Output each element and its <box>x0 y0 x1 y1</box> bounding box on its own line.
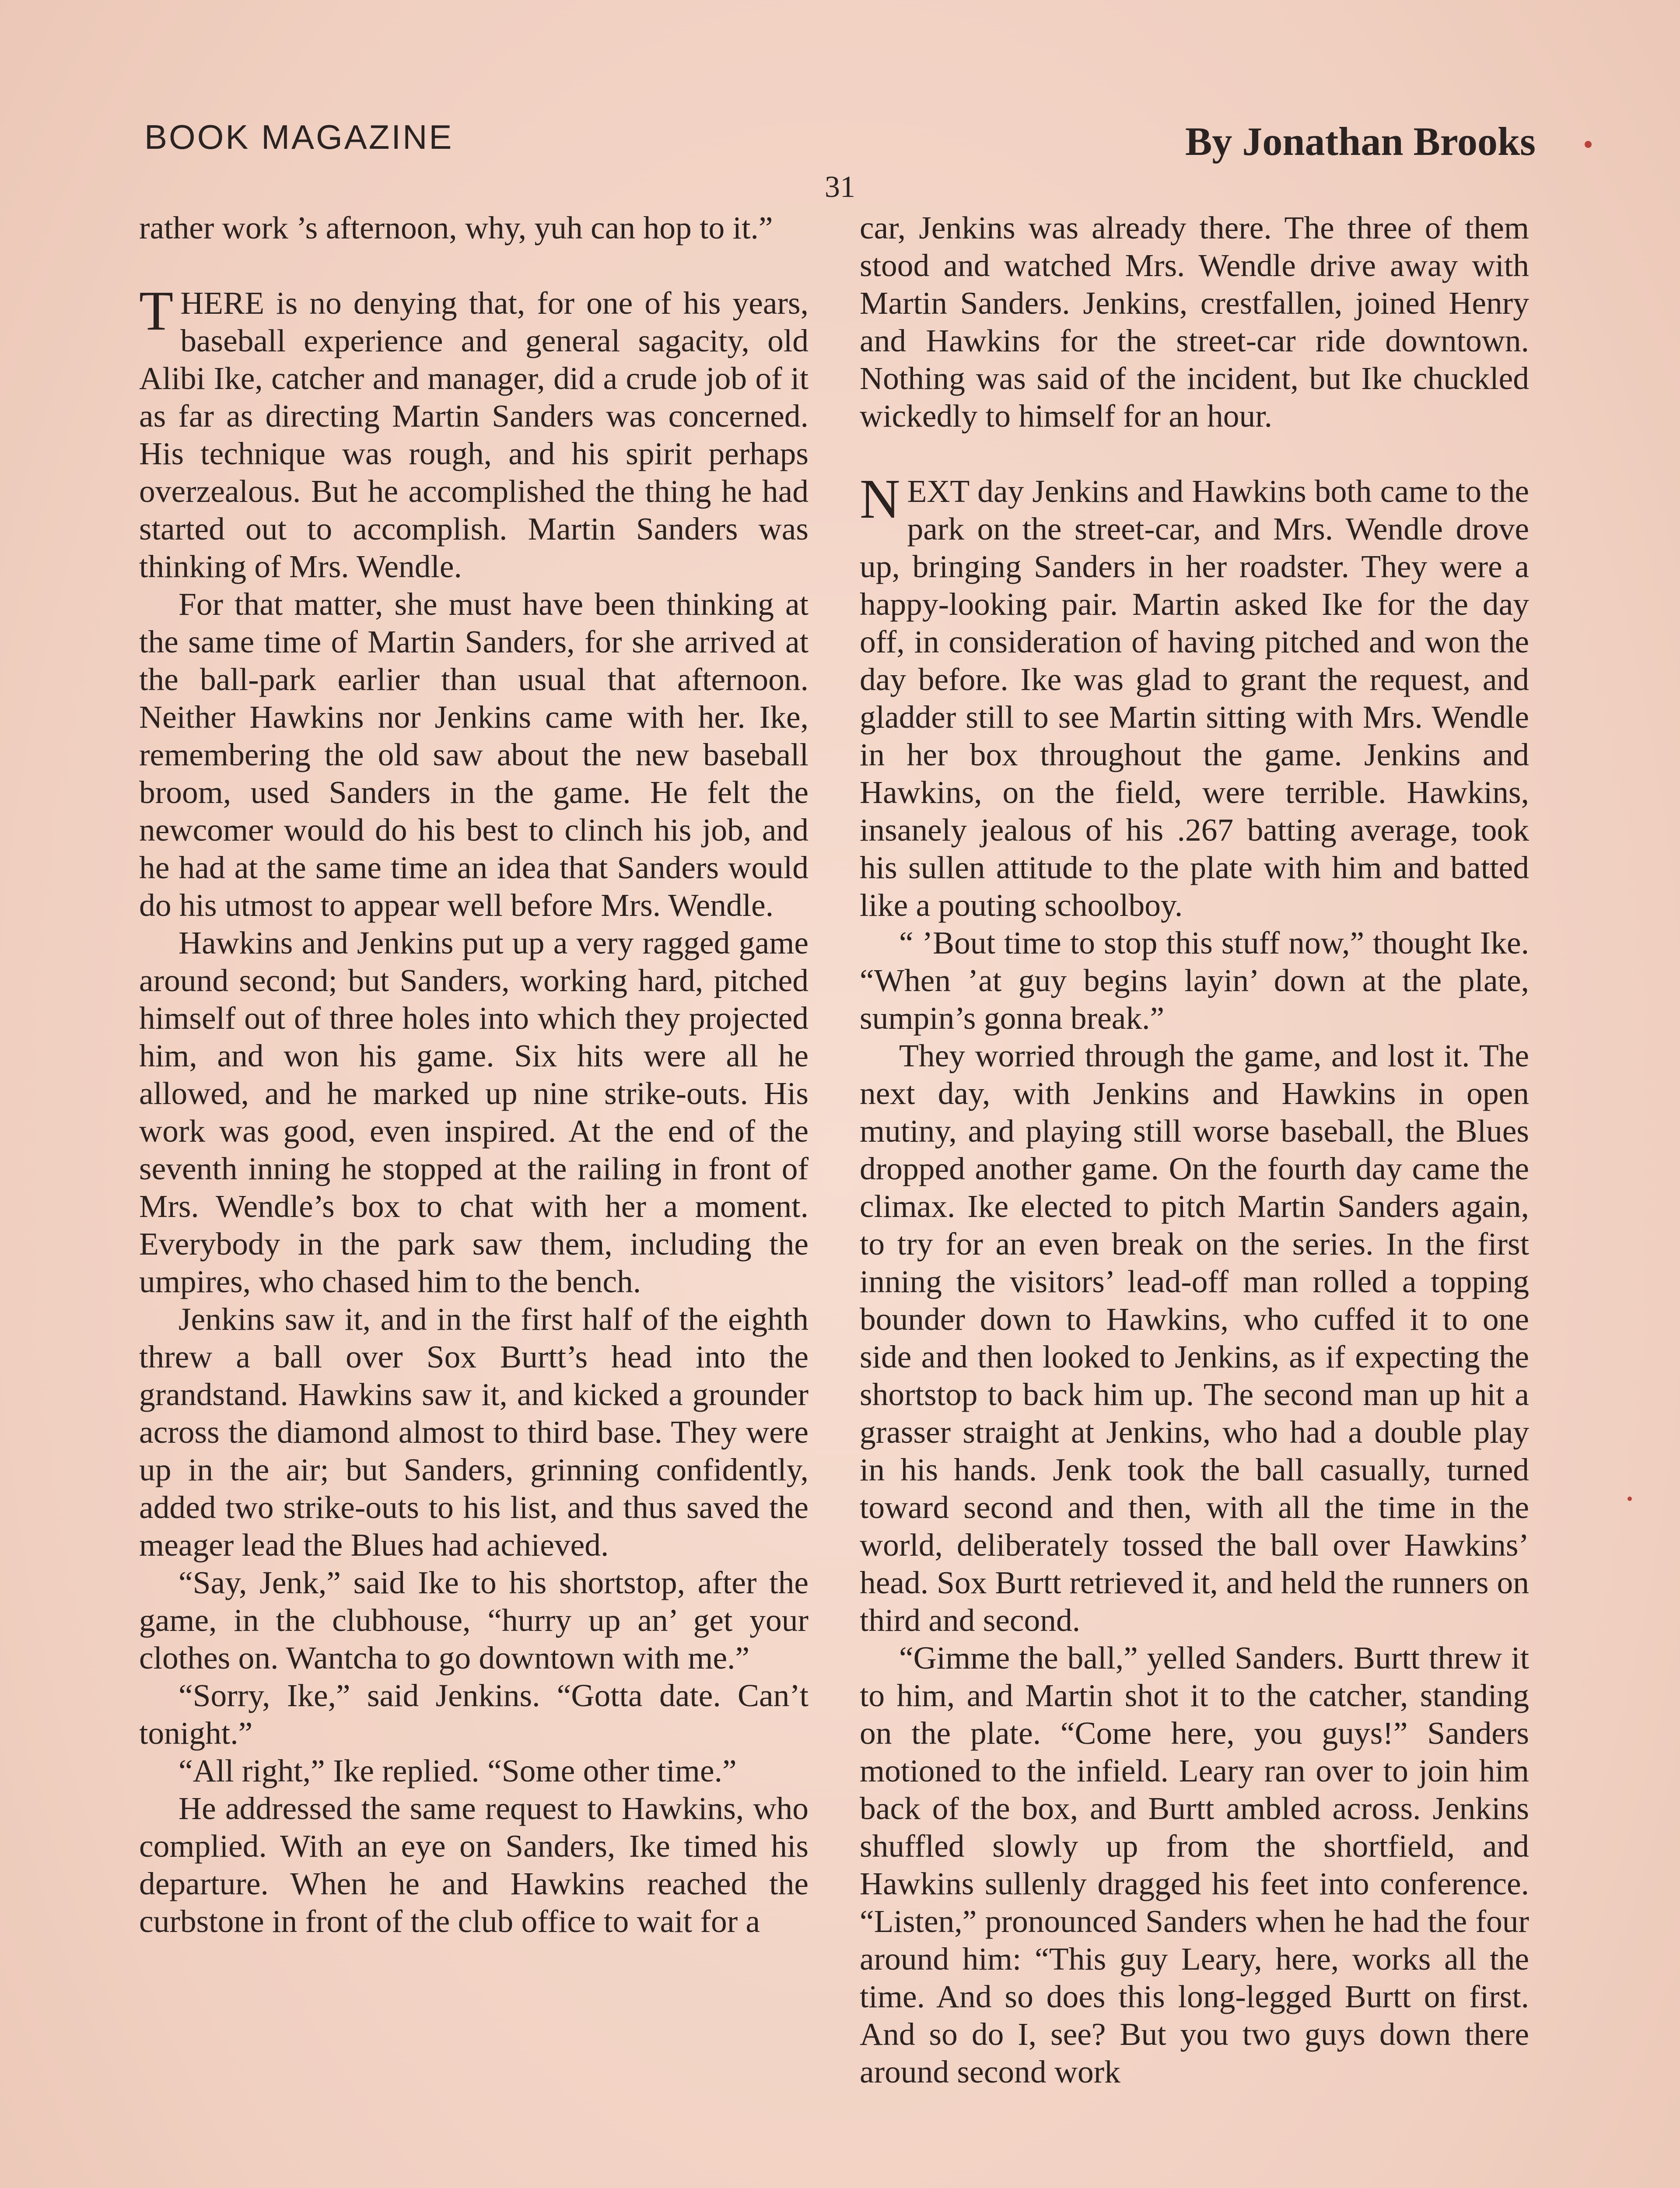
paragraph: car, Jenkins was already there. The three of them stood and watched Mrs. Wendle drive away with Martin Sanders. Jenkins, crestfallen, joined Henry and Hawkins for the street-car ride downtown. Nothing was said of the incident, but Ike chuckled wickedly to himself for an hour. <box>860 210 1529 434</box>
paragraph: He addressed the same request to Hawkins, who complied. With an eye on Sanders, Ike timed his departure. When he and Hawkins reached the curbstone in front of the club office to wait for a <box>139 1791 808 1939</box>
paragraph: For that matter, she must have been thinking at the same time of Martin Sanders, for she arrived at the ball-park earlier than usual that afternoon. Neither Hawkins nor Jenkins came with her. Ike, remembering the old saw about the new baseball broom, used Sanders in the game. He felt the newcomer would do his best to clinch his job, and he had at the same time an idea that Sanders would do his utmost to appear well before Mrs. Wendle. <box>139 586 808 923</box>
paragraph-text: HERE is no denying that, for one of his years, baseball experience and general sagacity, old Alibi Ike, catcher and manager, did a crude job of it as far as directing Martin Sanders was concerned. His technique was rough, and his spirit perhaps overzealous. But he accomplished the thing he had started out to accomplish. Martin Sanders was thinking of Mrs. Wendle. <box>139 285 808 584</box>
paragraph: Hawkins and Jenkins put up a very ragged game around second; but Sanders, working hard, pitched himself out of three holes into which they projected him, and won his game. Six hits were all he allowed, and he marked up nine strike-outs. His work was good, even inspired. At the end of the seventh inning he stopped at the railing in front of Mrs. Wendle’s box to chat with her a moment. Everybody in the park saw them, including the umpires, who chased him to the bench. <box>139 925 808 1299</box>
paragraph-text: EXT day Jenkins and Hawkins both came to the park on the street-car, and Mrs. Wendle drove up, bringing Sanders in her roadster. They were a happy-looking pair. Martin asked Ike for the day off, in consideration of having pitched and won the day before. Ike was glad to grant the request, and gladder still to see Martin sitting with Mrs. Wendle in her box throughout the game. Jenkins and Hawkins, on the field, were terrible. Hawkins, insanely jealous of his .267 batting average, took his sullen attitude to the plate with him and batted like a pouting schoolboy. <box>860 473 1529 923</box>
paper-speck <box>1585 141 1592 148</box>
right-column <box>860 209 1529 2091</box>
page-number: 31 <box>825 170 855 204</box>
drop-cap: N <box>860 468 900 530</box>
paragraph: “All right,” Ike replied. “Some other time.” <box>178 1753 737 1788</box>
paragraph: Jenkins saw it, and in the first half of the eighth threw a ball over Sox Burtt’s head into the grandstand. Hawkins saw it, and kicked a grounder across the diamond almost to third base. They were up in the air; but Sanders, grinning confidently, added two strike-outs to his list, and thus saved the meager lead the Blues had achieved. <box>139 1301 808 1563</box>
paragraph: “Say, Jenk,” said Ike to his shortstop, after the game, in the clubhouse, “hurry up an’ get your clothes on. Wantcha to go downtown with me.” <box>139 1565 808 1676</box>
paragraph: “ ’Bout time to stop this stuff now,” thought Ike. “When ’at guy begins layin’ down at the plate, sumpin’s gonna break.” <box>860 925 1529 1036</box>
paragraph-dropcap <box>860 468 1529 924</box>
paragraph-dropcap <box>139 280 808 586</box>
left-column <box>139 209 808 1940</box>
drop-cap: T <box>139 280 174 342</box>
paragraph: “Sorry, Ike,” said Jenkins. “Gotta date. Can’t tonight.” <box>139 1678 808 1751</box>
magazine-title: BOOK MAGAZINE <box>144 118 454 156</box>
author-byline: By Jonathan Brooks <box>1185 119 1536 164</box>
paragraph: “Gimme the ball,” yelled Sanders. Burtt threw it to him, and Martin shot it to the catcher, standing on the plate. “Come here, you guys!” Sanders motioned to the infield. Leary ran over to join him back of the box, and Burtt ambled across. Jenkins shuffled slowly up from the shortfield, and Hawkins sullenly dragged his feet into conference. “Listen,” pronounced Sanders when he had the four around him: “This guy Leary, here, works all the time. And so does this long-legged Burtt on first. And so do I, see? But you two guys down there around second work <box>860 1640 1529 2090</box>
paragraph: rather work ’s afternoon, why, yuh can hop to it.” <box>139 210 773 245</box>
paragraph: They worried through the game, and lost it. The next day, with Jenkins and Hawkins in open mutiny, and playing still worse baseball, the Blues dropped another game. On the fourth day came the climax. Ike elected to pitch Martin Sanders again, to try for an even break on the series. In the first inning the visitors’ lead-off man rolled a topping bounder down to Hawkins, who cuffed it to one side and then looked to Jenkins, as if expecting the shortstop to back him up. The second man up hit a grasser straight at Jenkins, who had a double play in his hands. Jenk took the ball casually, turned toward second and then, with all the time in the world, deliberately tossed the ball over Hawkins’ head. Sox Burtt retrieved it, and held the runners on third and second. <box>860 1038 1529 1638</box>
paper-speck <box>1628 1497 1632 1501</box>
